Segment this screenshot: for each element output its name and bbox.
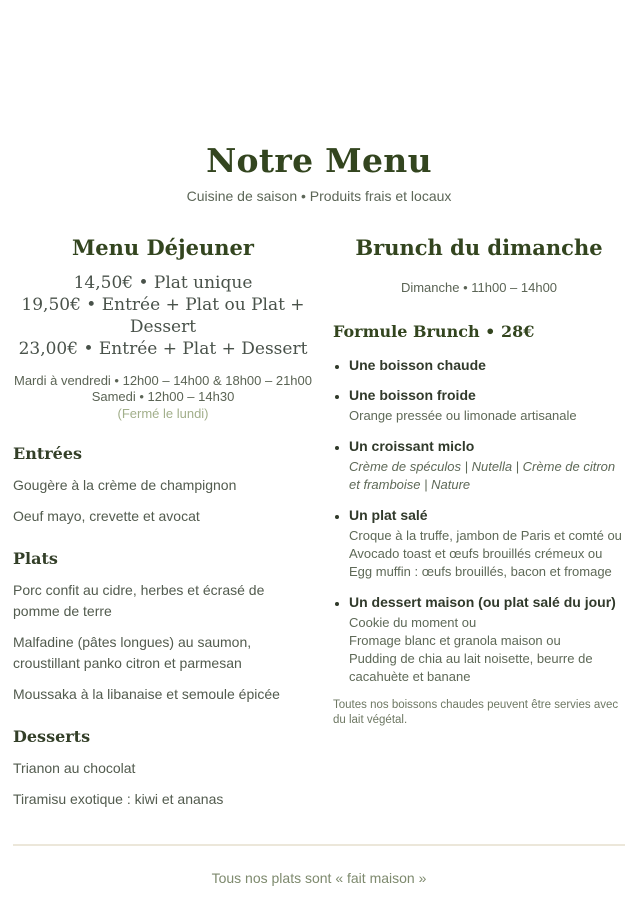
brunch-detail-line: Avocado toast et œufs brouillés crémeux ou: [349, 546, 603, 561]
menu-item: Malfadine (pâtes longues) au saumon, croustillant panko citron et parmesan: [13, 634, 252, 671]
section-heading-desserts: Desserts: [13, 727, 91, 746]
footer-divider: [13, 844, 625, 846]
brunch-item-details: [349, 614, 625, 686]
brunch-column: [333, 235, 625, 820]
brunch-heading: Brunch du dimanche: [355, 235, 603, 260]
brunch-hours: Dimanche • 11h00 – 14h00: [400, 280, 558, 295]
page-subtitle: Cuisine de saison • Produits frais et locaux: [186, 188, 452, 204]
menu-item: Oeuf mayo, crevette et avocat: [13, 508, 200, 524]
menu-item: Trianon au chocolat: [13, 760, 136, 776]
menu-item: Gougère à la crème de champignon: [13, 477, 237, 493]
brunch-list: [333, 356, 625, 686]
section-desserts: [13, 727, 313, 810]
formule-brunch-heading: Formule Brunch • 28€: [333, 322, 535, 341]
section-plats: [13, 549, 313, 705]
price-line: 23,00€ • Entrée + Plat + Dessert: [18, 339, 308, 359]
brunch-list-item: [349, 593, 625, 686]
dejeuner-prices: [13, 272, 313, 360]
page-footer: Tous nos plats sont « fait maison »: [211, 870, 427, 886]
brunch-item-title: • Un plat salé: [349, 507, 428, 523]
brunch-item-title: • Un croissant miclo: [349, 438, 475, 454]
brunch-list-item: [349, 437, 625, 494]
brunch-note: Toutes nos boissons chaudes peuvent être servies avec du lait végétal.: [333, 699, 619, 726]
dejeuner-heading: Menu Déjeuner: [72, 235, 254, 260]
section-heading-plats: Plats: [13, 549, 58, 568]
opening-hours-line: Mardi à vendredi • 12h00 – 14h00 & 18h00 – 21h00: [13, 373, 312, 388]
menu-item: Moussaka à la libanaise et semoule épicée: [13, 686, 280, 702]
price-line: 19,50€ • Entrée + Plat ou Plat + Dessert: [21, 295, 305, 337]
dejeuner-column: [13, 235, 313, 820]
brunch-item-details: Crème de spéculos | Nutella | Crème de citron et framboise | Nature: [349, 459, 616, 492]
brunch-item-details: Orange pressée ou limonade artisanale: [349, 408, 577, 423]
menu-columns: [13, 235, 625, 820]
brunch-detail-line: Pudding de chia au lait noisette, beurre de cacahuète et banane: [349, 651, 593, 684]
menu-item: Tiramisu exotique : kiwi et ananas: [13, 791, 224, 807]
closed-note: (Fermé le lundi): [117, 406, 209, 421]
page-title: Notre Menu: [206, 141, 432, 180]
brunch-detail-line: Cookie du moment ou: [349, 615, 477, 630]
brunch-list-item: [349, 356, 625, 374]
brunch-list-item: [349, 506, 625, 581]
dejeuner-hours: [13, 373, 313, 422]
brunch-item-details: [349, 527, 625, 581]
brunch-item-title: • Une boisson froide: [349, 387, 476, 403]
menu-item: Porc confit au cidre, herbes et écrasé de pomme de terre: [13, 582, 265, 619]
price-line: 14,50€ • Plat unique: [73, 273, 253, 293]
brunch-item-title: • Une boisson chaude: [349, 357, 486, 373]
page-header: [13, 143, 625, 204]
brunch-detail-line: Fromage blanc et granola maison ou: [349, 633, 561, 648]
brunch-detail-line: Egg muffin : œufs brouillés, bacon et fromage: [349, 564, 612, 579]
brunch-detail-line: Croque à la truffe, jambon de Paris et comté ou: [349, 528, 622, 543]
section-entrees: [13, 444, 313, 527]
opening-hours-line: Samedi • 12h00 – 14h30: [91, 389, 235, 404]
section-heading-entrees: Entrées: [13, 444, 83, 463]
brunch-list-item: [349, 386, 625, 425]
brunch-item-title: • Un dessert maison (ou plat salé du jour): [349, 594, 616, 610]
